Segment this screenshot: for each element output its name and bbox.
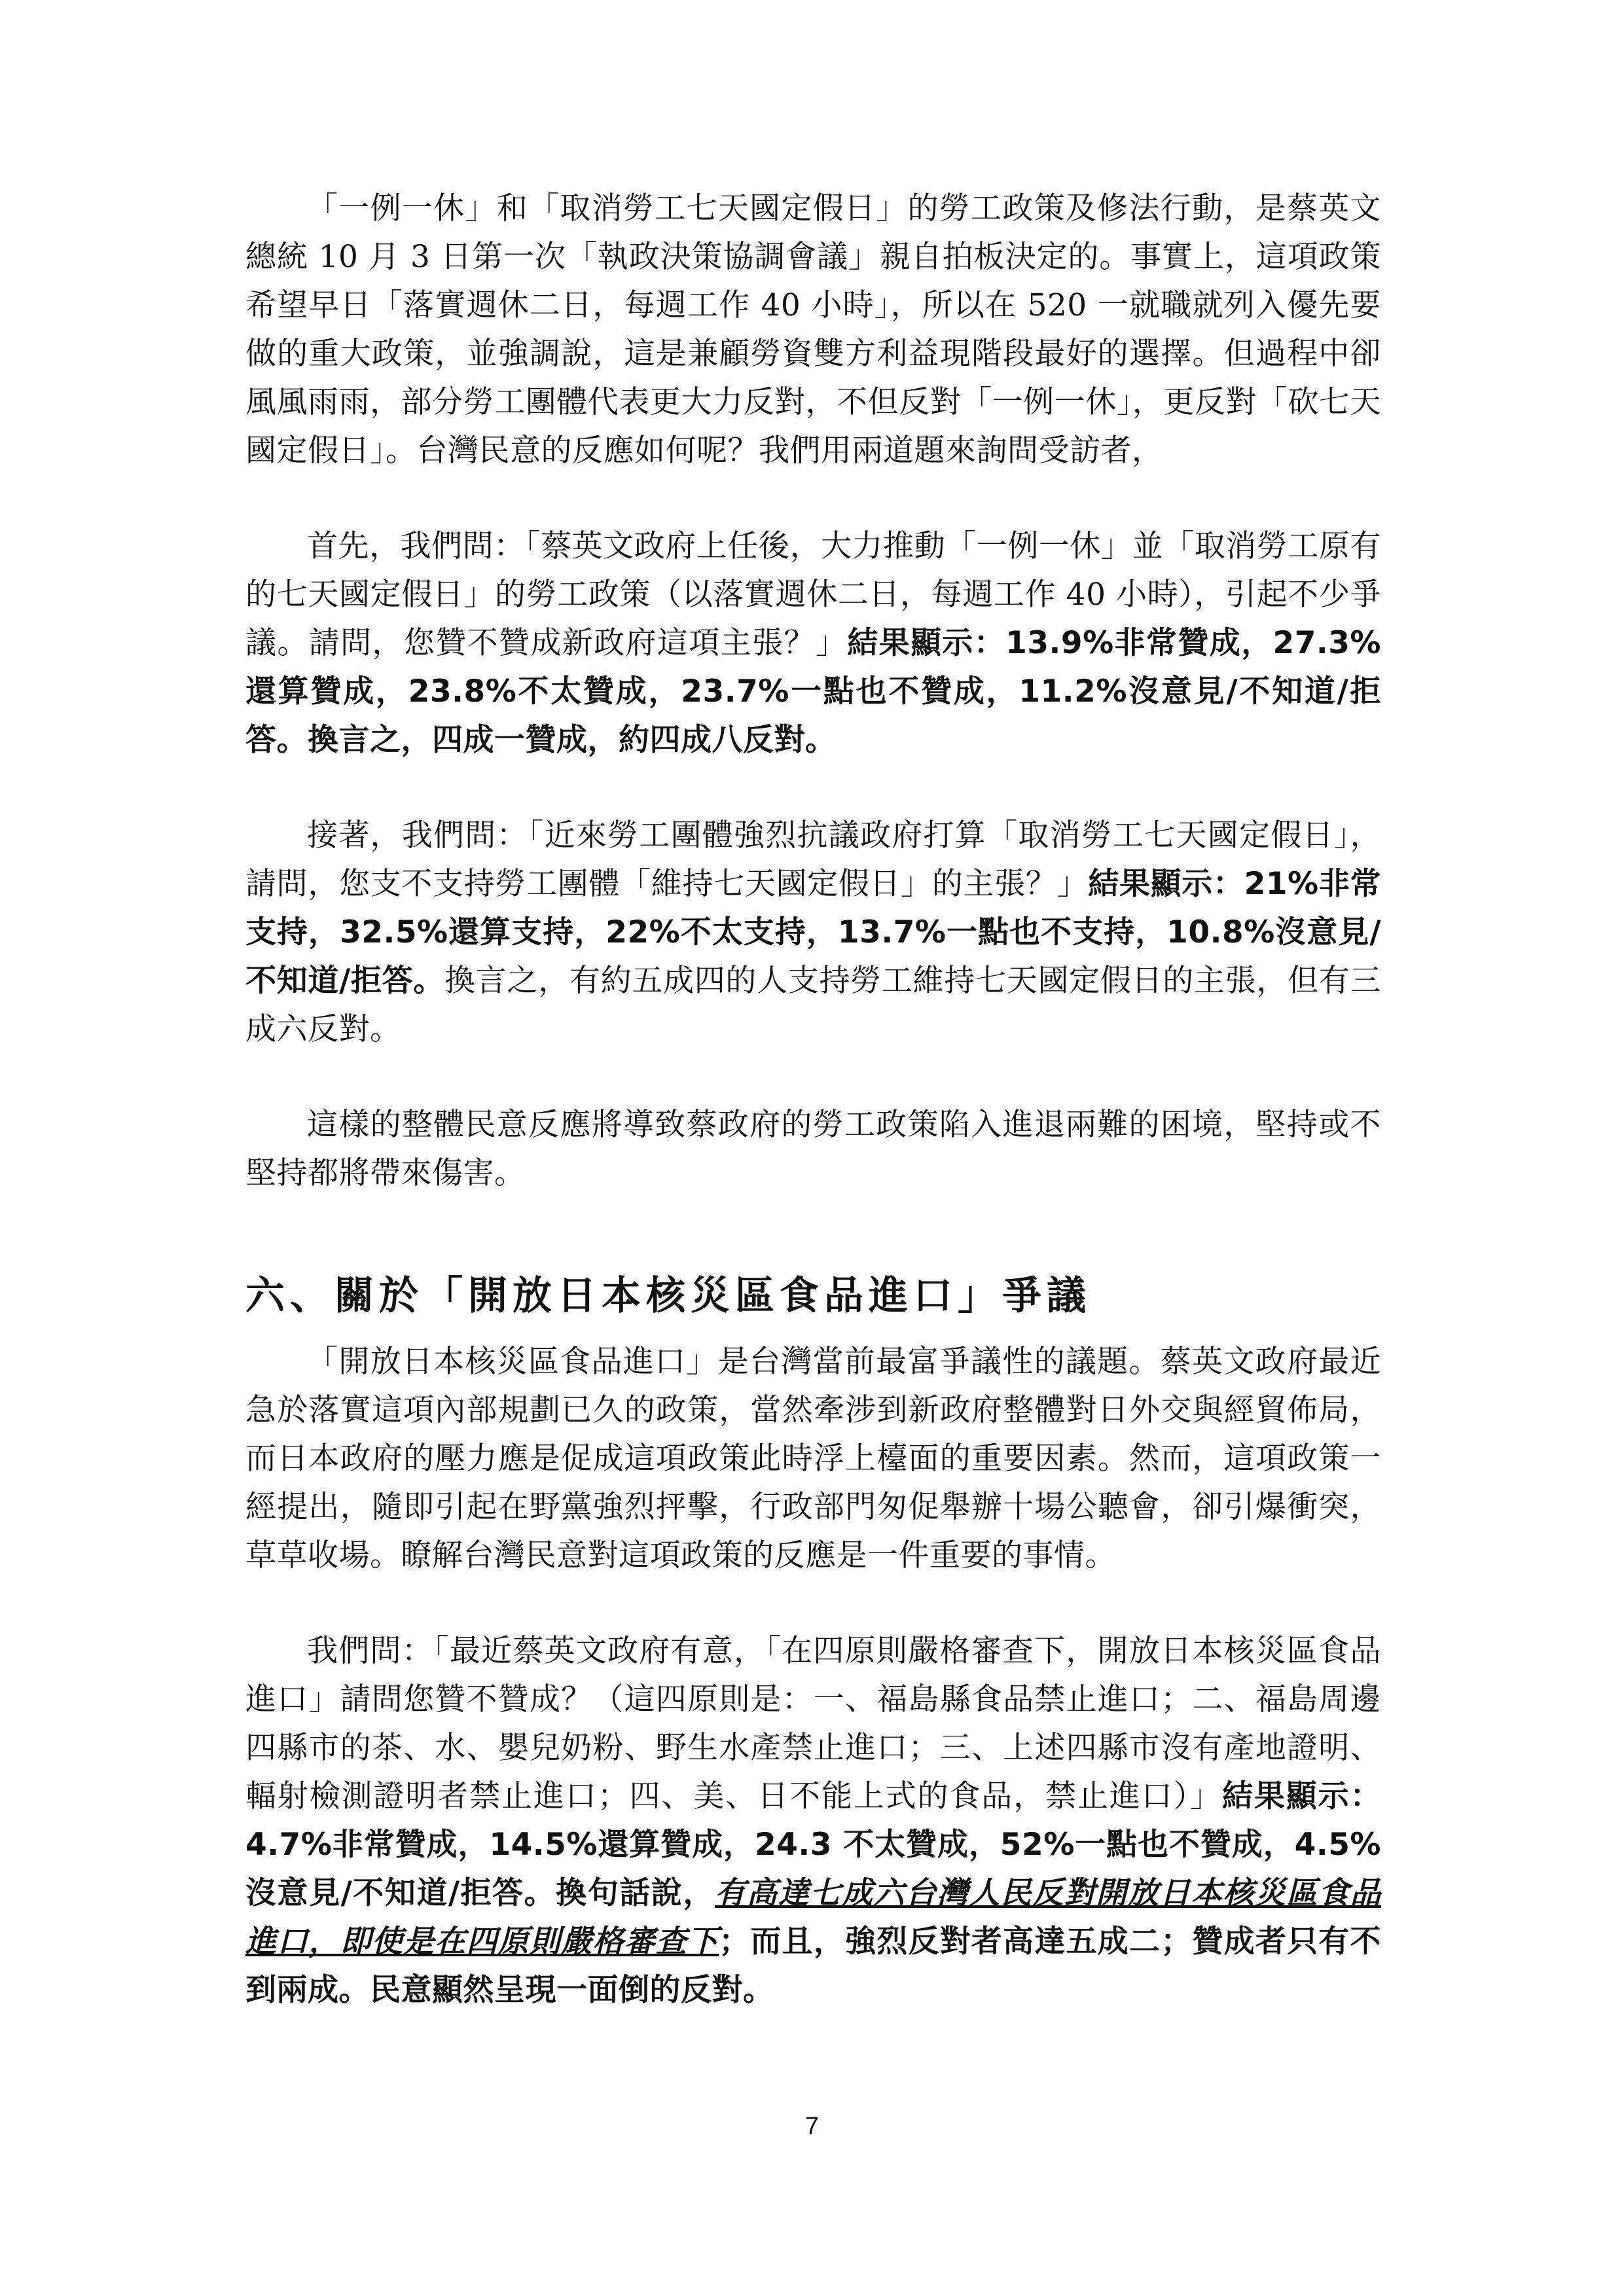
paragraph-survey-question-1 [245,522,1381,764]
paragraph-labor-conclusion [245,1101,1381,1198]
result-text: 結果顯示：13.9%非常贊成，27.3%還算贊成，23.8%不太贊成，23.7%一點也不贊成，11.2%沒意見/不知道/拒答。換言之，四成一贊成，約四成八反對。 [245,625,1382,758]
paragraph-food-import-intro [245,1338,1381,1580]
result-text: 結果顯示：4.7%非常贊成，14.5%還算贊成，24.3 不太贊成，52%一點也不贊成，4.5%沒意見/不知道/拒答。換句話說， [245,1778,1382,1911]
paragraph-text: 「開放日本核災區食品進口」是台灣當前最富爭議性的議題。蔡英文政府最近急於落實這項內部規劃已久的政策，當然牽涉到新政府整體對日外交與經貿佈局，而日本政府的壓力應是促成這項政策此時浮上檯面的重要因素。然而，這項政策一經提出，隨即引起在野黨強烈抨擊，行政部門匆促舉辦十場公聽會，卻引爆衝突，草草收場。瞭解台灣民意對這項政策的反應是一件重要的事情。 [245,1344,1381,1573]
emphasized-finding: 有高達七成六台灣人民反對開放日本核災區食品進口，即使是在四原則嚴格審查下 [245,1875,1382,1960]
page-number: 7 [804,2113,820,2140]
result-text: 結果顯示：21%非常支持，32.5%還算支持，22%不太支持，13.7%一點也不支持，10.8%沒意見/不知道/拒答。 [245,866,1381,999]
paragraph-text: 「一例一休」和「取消勞工七天國定假日」的勞工政策及修法行動，是蔡英文總統 10 月 3 日第一次「執政決策協調會議」親自拍板決定的。事實上，這項政策希望早日「落實週休二日，每週工作 40 小時」，所以在 520 一就職就列入優先要做的重大政策，並強調說，這是兼顧勞資雙方利益現階段最好的選擇。但過程中卻風風雨雨，部分勞工團體代表更大力反對，不但反對「一例一休」，更反對「砍七天國定假日」。台灣民意的反應如何呢？我們用兩道題來詢問受訪者， [245,190,1381,469]
question-text: 首先，我們問：「蔡英文政府上任後，大力推動「一例一休」並「取消勞工原有的七天國定假日」的勞工政策（以落實週休二日，每週工作 40 小時），引起不少爭議。請問，您贊不贊成新政府這項主張？」 [245,528,1381,661]
result-tail-text: ；而且，強烈反對者高達五成二；贊成者只有不到兩成。民意顯然呈現一面倒的反對。 [245,1924,1382,2008]
summary-text: 換言之，有約五成四的人支持勞工維持七天國定假日的主張，但有三成六反對。 [245,963,1381,1047]
page-content [245,185,1381,2062]
question-text: 我們問：「最近蔡英文政府有意，「在四原則嚴格審查下，開放日本核災區食品進口」請問您贊不贊成？（這四原則是：一、福島縣食品禁止進口；二、福島周邊四縣市的茶、水、嬰兒奶粉、野生水產禁止進口；三、上述四縣市沒有產地證明、輻射檢測證明者禁止進口；四、美、日不能上式的食品，禁止進口）」 [245,1633,1381,1814]
paragraph-survey-question-2 [245,812,1381,1054]
section-heading: 六、關於「開放日本核災區食品進口」爭議 [245,1273,1091,1319]
paragraph-text: 這樣的整體民意反應將導致蔡政府的勞工政策陷入進退兩難的困境，堅持或不堅持都將帶來傷害。 [245,1107,1381,1191]
question-text: 接著，我們問：「近來勞工團體強烈抗議政府打算「取消勞工七天國定假日」，請問，您支不支持勞工團體「維持七天國定假日」的主張？」 [245,817,1381,902]
paragraph-survey-question-3 [245,1627,1381,2015]
paragraph-labor-policy-intro [245,185,1381,475]
